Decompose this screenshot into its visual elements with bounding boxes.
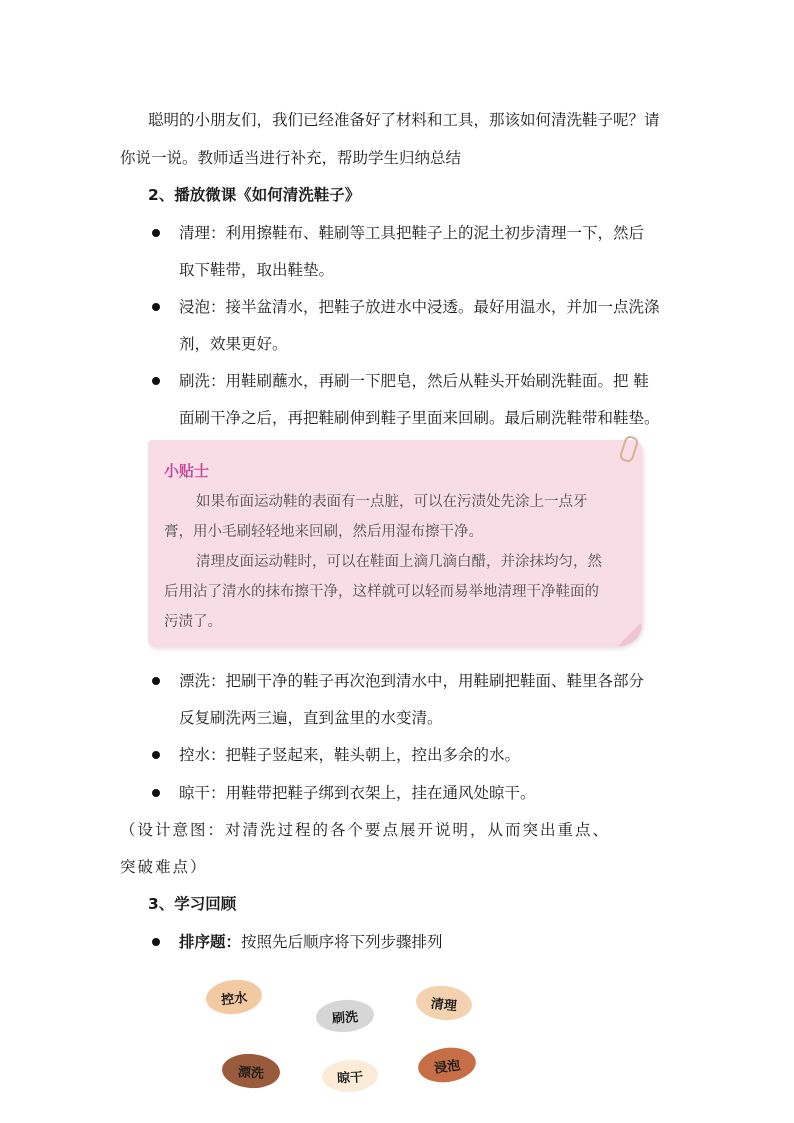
bullet-icon [152,677,160,685]
tip-line-5: 污渍了。 [164,614,222,630]
step-dry-line: 晾干：用鞋带把鞋子绑到衣架上，挂在通风处晾干。 [179,784,536,802]
sorting-question [179,932,443,952]
step-clean-line-1: 清理：利用擦鞋布、鞋刷等工具把鞋子上的泥土初步清理一下，然后 [179,224,645,242]
step-drain-line: 控水：把鞋子竖起来，鞋头朝上，控出多余的水。 [179,746,521,764]
sorting-label: 排序题： [179,933,242,951]
step-soak-line-2: 剂，效果更好。 [179,335,288,353]
step-soak-line-1: 浸泡：接半盆清水，把鞋子放进水中浸透。最好用温水，并加一点洗涤 [179,298,660,316]
bullet-icon [152,751,160,759]
section-3-title: 3、学习回顾 [148,895,237,913]
intro-line-2: 你说一说。教师适当进行补充，帮助学生归纳总结 [120,149,462,167]
bullet-icon [152,229,160,237]
bullet-icon [152,377,160,385]
stone-rinse[interactable]: 漂洗 [221,1052,281,1090]
stone-dry[interactable]: 晾干 [321,1059,379,1094]
design-note-line-2: 突破难点） [120,858,208,876]
bullet-icon [152,789,160,797]
step-rinse-line-1: 漂洗：把刷干净的鞋子再次泡到清水中，用鞋刷把鞋面、鞋里各部分 [179,672,645,690]
section-2-title: 2、播放微课《如何清洗鞋子》 [148,186,361,204]
stone-soak[interactable]: 浸泡 [416,1044,478,1086]
stone-control-water[interactable]: 控水 [204,977,263,1017]
tip-line-4: 后用沾了清水的抹布擦干净，这样就可以轻而易举地清理干净鞋面的 [164,584,599,600]
tip-line-3: 清理皮面运动鞋时，可以在鞋面上滴几滴白醋，并涂抹均匀，然 [196,554,602,570]
intro-line-1: 聪明的小朋友们，我们已经准备好了材料和工具，那该如何清洗鞋子呢？请 [148,111,660,129]
paperclip-icon [618,434,639,463]
bullet-icon [152,303,160,311]
bullet-icon [152,938,160,946]
sorting-text: 按照先后顺序将下列步骤排列 [241,933,443,951]
step-brush-line-1: 刷洗：用鞋刷蘸水，再刷一下肥皂，然后从鞋头开始刷洗鞋面。把 鞋 [179,372,649,390]
stone-brush[interactable]: 刷洗 [315,998,375,1034]
tip-title: 小贴士 [164,462,210,480]
step-clean-line-2: 取下鞋带，取出鞋垫。 [179,261,335,279]
tip-line-2: 膏，用小毛刷轻轻地来回刷，然后用湿布擦干净。 [164,524,483,540]
tip-note [148,440,642,646]
step-rinse-line-2: 反复刷洗两三遍，直到盆里的水变清。 [179,709,443,727]
tip-line-1: 如果布面运动鞋的表面有一点脏，可以在污渍处先涂上一点牙 [196,494,588,510]
page-fold [616,624,642,646]
stone-clean[interactable]: 清理 [414,983,473,1023]
step-brush-line-2: 面刷干净之后，再把鞋刷伸到鞋子里面来回刷。最后刷洗鞋带和鞋垫。 [179,409,660,427]
design-note-line-1: （设计意图：对清洗过程的各个要点展开说明，从而突出重点、 [120,821,611,839]
